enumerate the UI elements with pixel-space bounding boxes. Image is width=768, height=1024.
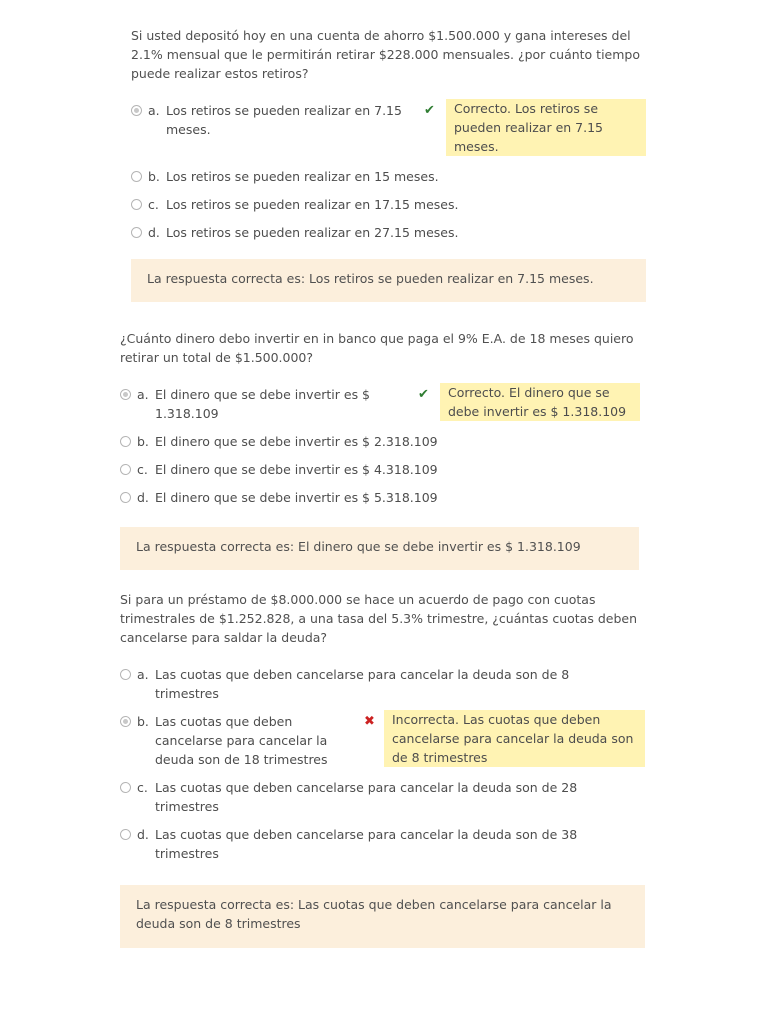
feedback-box: Correcto. El dinero que se debe invertir es $ 1.318.109 <box>440 383 640 421</box>
option-text: El dinero que se debe invertir es $ 5.318.109 <box>155 490 438 505</box>
option-b[interactable] <box>120 432 640 451</box>
checkmark-icon: ✔ <box>424 103 435 118</box>
option-label: d. <box>137 827 149 842</box>
radio-button[interactable] <box>120 669 131 680</box>
option-label: d. <box>137 490 149 505</box>
option-b[interactable] <box>120 712 650 769</box>
option-c[interactable] <box>120 778 650 816</box>
radio-button[interactable] <box>120 829 131 840</box>
option-label: b. <box>137 714 149 729</box>
radio-button[interactable] <box>120 464 131 475</box>
feedback-box: Incorrecta. Las cuotas que deben cancelarse para cancelar la deuda son de 8 trimestres <box>384 710 645 767</box>
option-label: b. <box>137 434 149 449</box>
radio-button[interactable] <box>131 227 142 238</box>
correct-answer-box: La respuesta correcta es: Las cuotas que deben cancelarse para cancelar la deuda son de 8 trimestres <box>120 885 645 948</box>
option-text: El dinero que se debe invertir es $ 2.318.109 <box>155 434 438 449</box>
option-label: c. <box>137 780 148 795</box>
option-text: Los retiros se pueden realizar en 17.15 meses. <box>166 197 459 212</box>
option-d[interactable] <box>120 825 650 863</box>
option-text: Las cuotas que deben cancelarse para cancelar la deuda son de 8 trimestres <box>155 667 570 701</box>
option-label: b. <box>148 169 160 184</box>
radio-button[interactable] <box>120 782 131 793</box>
option-text: Los retiros se pueden realizar en 27.15 meses. <box>166 225 459 240</box>
option-c[interactable] <box>131 195 651 214</box>
checkmark-icon: ✔ <box>418 387 429 402</box>
question-1 <box>131 26 651 251</box>
radio-button[interactable] <box>131 105 142 116</box>
radio-button[interactable] <box>120 436 131 447</box>
option-text: Las cuotas que deben cancelarse para cancelar la deuda son de 28 trimestres <box>155 780 578 814</box>
option-label: a. <box>148 103 160 118</box>
option-a[interactable] <box>120 385 640 423</box>
correct-answer-box: La respuesta correcta es: Los retiros se pueden realizar en 7.15 meses. <box>131 259 646 302</box>
option-b[interactable] <box>131 167 651 186</box>
option-c[interactable] <box>120 460 640 479</box>
cross-icon: ✖ <box>364 714 375 729</box>
feedback-box: Correcto. Los retiros se pueden realizar en 7.15 meses. <box>446 99 646 156</box>
question-2 <box>120 329 640 516</box>
option-d[interactable] <box>131 223 651 242</box>
option-text: Los retiros se pueden realizar en 7.15 meses. <box>166 103 402 137</box>
option-label: a. <box>137 387 149 402</box>
question-text: Si usted depositó hoy en una cuenta de ahorro $1.500.000 y gana intereses del 2.1% mensual que le permitirán retirar $228.000 mensuales. ¿por cuánto tiempo puede realizar estos retiros? <box>131 28 640 81</box>
option-text: El dinero que se debe invertir es $ 1.318.109 <box>155 387 371 421</box>
correct-answer-box: La respuesta correcta es: El dinero que se debe invertir es $ 1.318.109 <box>120 527 639 570</box>
option-label: a. <box>137 667 149 682</box>
option-label: c. <box>148 197 159 212</box>
question-text: ¿Cuánto dinero debo invertir en in banco que paga el 9% E.A. de 18 meses quiero retirar un total de $1.500.000? <box>120 331 634 365</box>
radio-button[interactable] <box>120 716 131 727</box>
question-text: Si para un préstamo de $8.000.000 se hace un acuerdo de pago con cuotas trimestrales de $1.252.828, a una tasa del 5.3% trimestre, ¿cuántas cuotas deben cancelarse para saldar la deuda? <box>120 592 637 645</box>
radio-button[interactable] <box>131 171 142 182</box>
radio-button[interactable] <box>131 199 142 210</box>
option-d[interactable] <box>120 488 640 507</box>
option-a[interactable] <box>131 101 651 154</box>
option-text: El dinero que se debe invertir es $ 4.318.109 <box>155 462 438 477</box>
option-label: c. <box>137 462 148 477</box>
radio-button[interactable] <box>120 389 131 400</box>
option-label: d. <box>148 225 160 240</box>
question-3 <box>120 590 650 872</box>
option-text: Los retiros se pueden realizar en 15 meses. <box>166 169 439 184</box>
option-text: Las cuotas que deben cancelarse para cancelar la deuda son de 38 trimestres <box>155 827 578 861</box>
option-text: Las cuotas que deben cancelarse para cancelar la deuda son de 18 trimestres <box>155 714 328 767</box>
radio-button[interactable] <box>120 492 131 503</box>
option-a[interactable] <box>120 665 650 703</box>
